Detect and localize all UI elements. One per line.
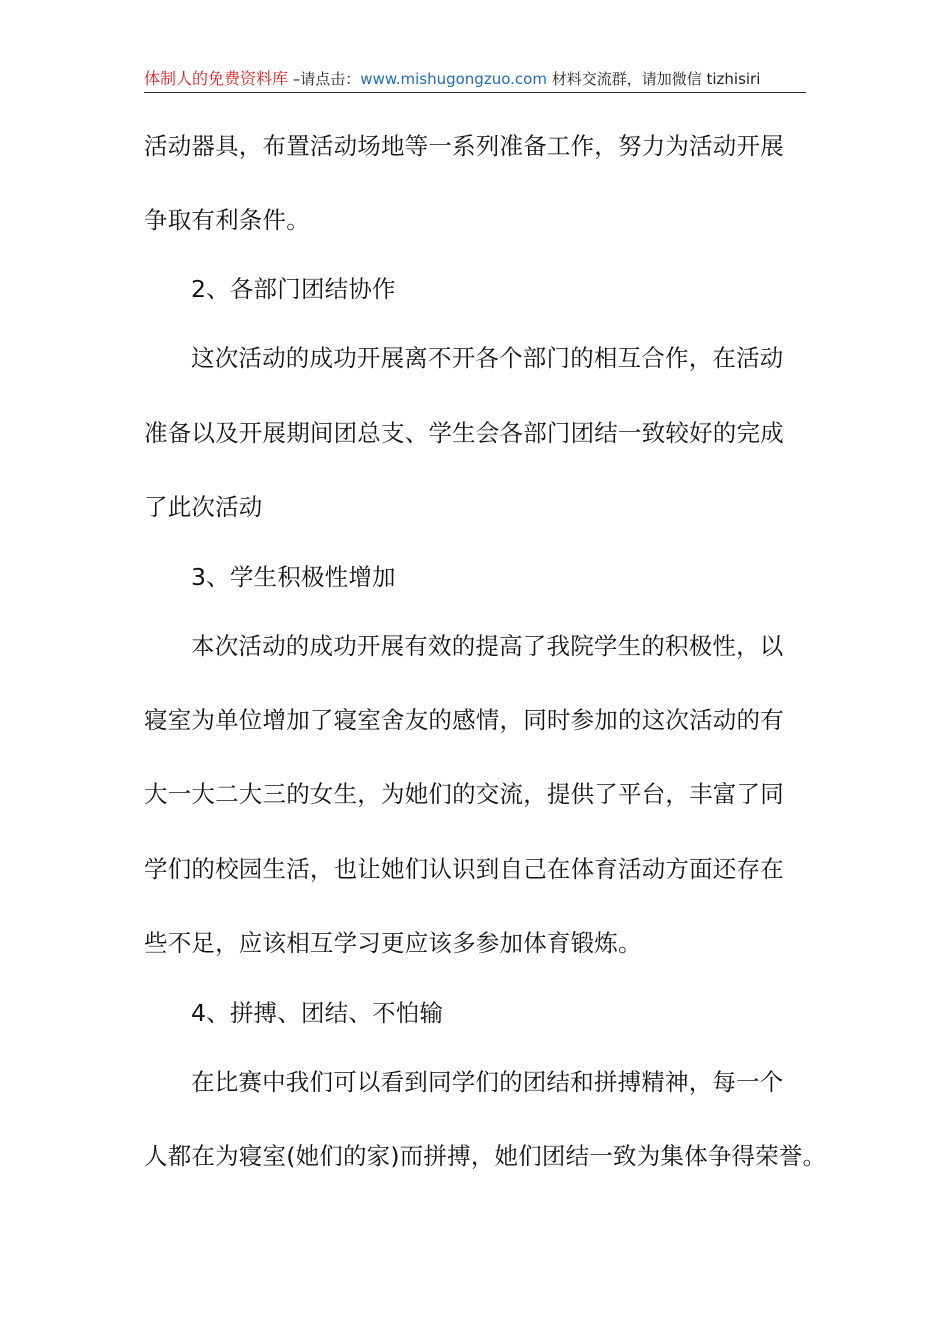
body-line: 学们的校园生活，也让她们认识到自己在体育活动方面还存在 [144,855,784,883]
body-line: 人都在为寝室(她们的家)而拼搏，她们团结一致为集体争得荣誉。 [144,1142,827,1170]
header-suffix: 材料交流群，请加微信 tizhisiri [546,70,761,88]
body-line: 争取有利条件。 [144,206,310,234]
body-line: 大一大二大三的女生，为她们的交流，提供了平台，丰富了同 [144,780,784,808]
body-line: 些不足，应该相互学习更应该多参加体育锻炼。 [144,929,642,957]
body-line: 寝室为单位增加了寝室舍友的感情，同时参加的这次活动的有 [144,706,784,734]
body-line: 了此次活动 [144,493,263,521]
body-line: 准备以及开展期间团总支、学生会各部门团结一致较好的完成 [144,419,784,447]
header-site-name: 体制人的免费资料库 [144,69,289,88]
header-url-link[interactable]: www.mishugongzuo.com [360,70,547,88]
page-header [144,68,806,93]
header-prompt: –请点击： [288,70,361,88]
body-line: 活动器具，布置活动场地等一系列准备工作，努力为活动开展 [144,132,784,160]
body-line: 这次活动的成功开展离不开各个部门的相互合作，在活动 [191,344,784,372]
section-heading-4: 4、拼搏、团结、不怕输 [191,999,444,1027]
section-heading-3: 3、学生积极性增加 [191,563,396,591]
body-line: 在比赛中我们可以看到同学们的团结和拼搏精神，每一个 [191,1068,784,1096]
body-line: 本次活动的成功开展有效的提高了我院学生的积极性，以 [191,632,784,660]
section-heading-2: 2、各部门团结协作 [191,275,396,303]
